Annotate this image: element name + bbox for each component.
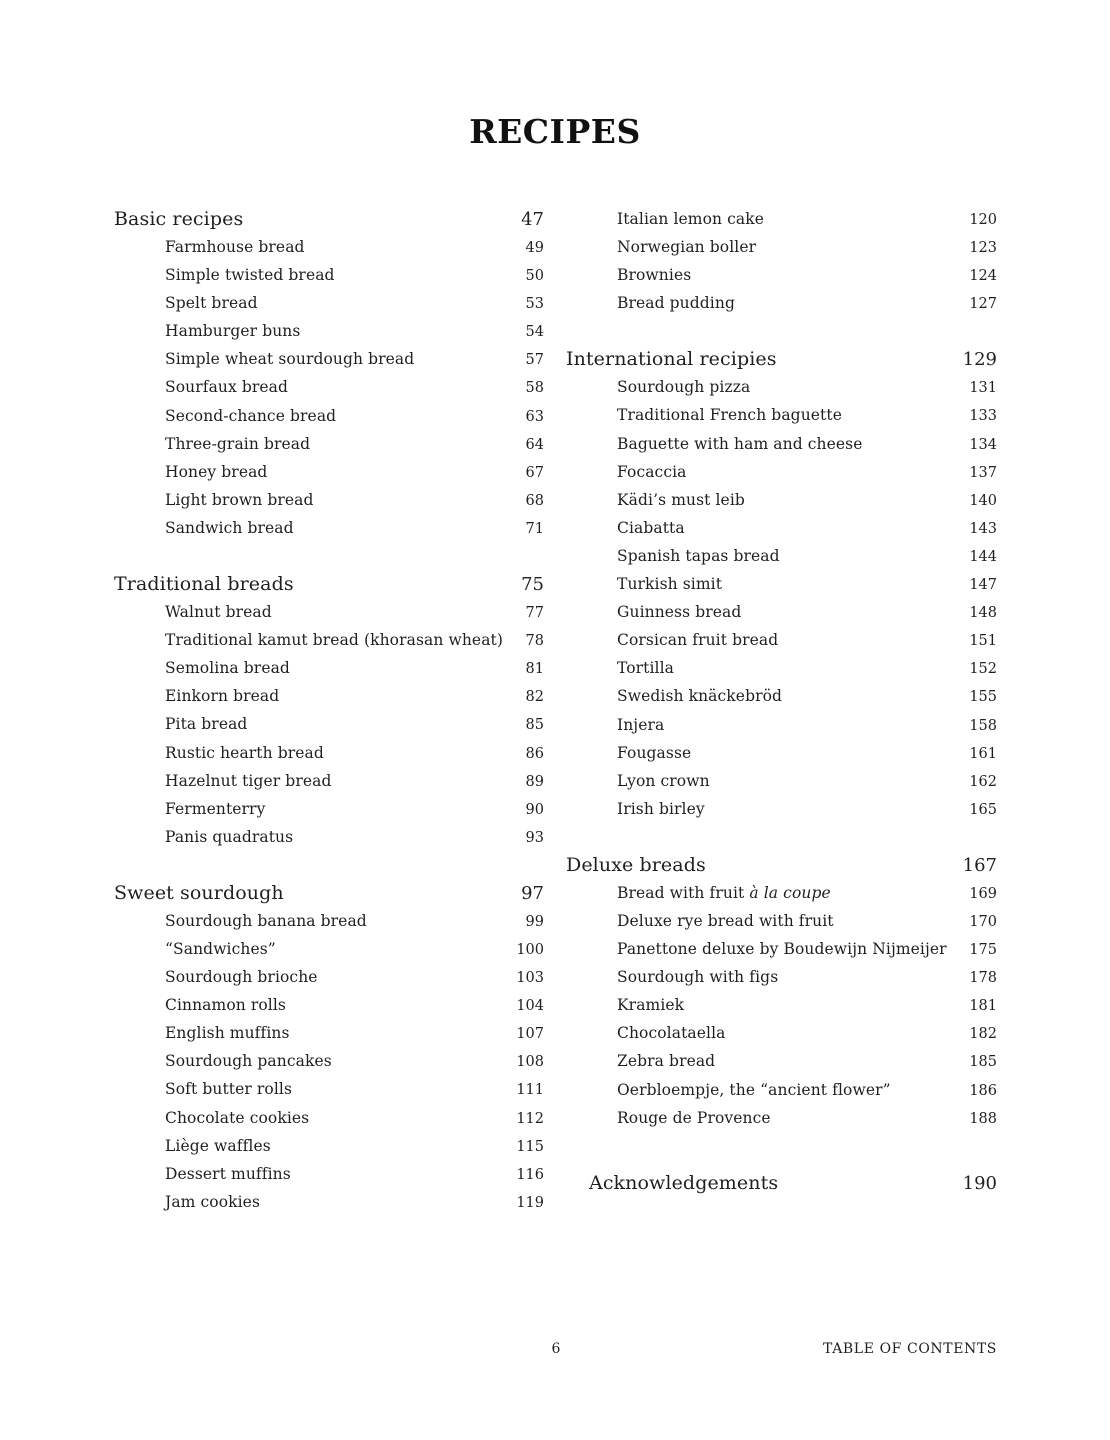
toc-entry-label: English muffins	[165, 1024, 290, 1043]
toc-entry-page: 67	[525, 464, 544, 481]
section-heading-label: Basic recipes	[114, 208, 244, 230]
toc-entry-label: Chocolataella	[617, 1024, 726, 1043]
toc-entry-page: 86	[525, 745, 544, 762]
toc-entry-label: Pita bread	[165, 715, 248, 734]
toc-entry-page: 137	[969, 464, 997, 481]
toc-entry-page: 71	[525, 520, 544, 537]
toc-left-column	[114, 205, 544, 1244]
toc-entry[interactable]	[114, 823, 544, 851]
toc-entry[interactable]	[566, 486, 997, 514]
toc-section	[114, 570, 544, 851]
toc-entry-label: Bread pudding	[617, 294, 735, 313]
toc-entry[interactable]	[114, 767, 544, 795]
toc-entry-label: Cinnamon rolls	[165, 996, 286, 1015]
toc-entry-page: 155	[969, 689, 997, 706]
toc-entry[interactable]	[114, 1188, 544, 1216]
toc-entry-page: 93	[525, 829, 544, 846]
toc-entry-label: Traditional French baguette	[617, 406, 842, 425]
toc-entry-page: 161	[969, 745, 997, 762]
toc-section-international	[566, 345, 997, 823]
toc-entry[interactable]	[566, 879, 997, 907]
toc-entry-label: Walnut bread	[165, 603, 272, 622]
toc-entry-label: Chocolate cookies	[165, 1108, 310, 1127]
toc-entry-label: Focaccia	[617, 462, 687, 481]
toc-entry-page: 77	[525, 605, 544, 622]
toc-entry[interactable]	[114, 1019, 544, 1047]
toc-entry-acknowledgements[interactable]	[566, 1172, 997, 1194]
toc-entry-page: 140	[969, 492, 997, 509]
section-heading-page: 97	[521, 882, 544, 904]
toc-entry-label: Honey bread	[165, 462, 268, 481]
toc-entry[interactable]	[114, 795, 544, 823]
toc-entry-page: 53	[525, 296, 544, 313]
toc-entry-page: 131	[969, 380, 997, 397]
toc-entry-page: 78	[525, 633, 544, 650]
toc-entry-page: 64	[525, 436, 544, 453]
toc-entry[interactable]	[566, 654, 997, 682]
toc-entry-page: 134	[969, 436, 997, 453]
toc-entry[interactable]	[114, 710, 544, 738]
page-title: RECIPES	[469, 112, 641, 151]
toc-entry[interactable]	[566, 1047, 997, 1075]
toc-entry-label: Italian lemon cake	[617, 210, 765, 228]
toc-entry-label: Rustic hearth bread	[165, 743, 324, 762]
toc-entry[interactable]	[114, 598, 544, 626]
toc-entry-page: 85	[525, 717, 544, 734]
toc-entry-label: Hazelnut tiger bread	[165, 771, 332, 790]
toc-entry-page: 182	[969, 1026, 997, 1043]
toc-entry[interactable]	[114, 402, 544, 430]
toc-section	[114, 879, 544, 1216]
toc-entry-label: Light brown bread	[165, 490, 314, 509]
toc-entry-page: 112	[516, 1110, 544, 1127]
toc-entry-page: 188	[969, 1110, 997, 1127]
toc-entry-page: 58	[525, 380, 544, 397]
toc-entry-page: 158	[969, 717, 997, 734]
toc-entry[interactable]	[566, 233, 997, 261]
toc-entry-page: 143	[969, 520, 997, 537]
toc-entry-page: 152	[969, 661, 997, 678]
toc-entry-page: 82	[525, 689, 544, 706]
toc-entry-page: 133	[969, 408, 997, 425]
toc-entry-page: 68	[525, 492, 544, 509]
toc-entry-label: Farmhouse bread	[165, 238, 305, 256]
toc-entry-label: Tortilla	[617, 659, 675, 678]
toc-entry[interactable]	[566, 205, 997, 233]
toc-entry-page: 90	[525, 801, 544, 818]
toc-entry-label: Zebra bread	[617, 1052, 716, 1071]
toc-entry-label: Dessert muffins	[165, 1164, 291, 1183]
toc-entry[interactable]	[114, 682, 544, 710]
section-heading-page: 167	[962, 854, 997, 876]
section-heading[interactable]	[114, 205, 544, 233]
toc-entry-label: Soft butter rolls	[165, 1080, 293, 1099]
toc-entry-page: 104	[516, 998, 544, 1015]
toc-entry[interactable]	[566, 289, 997, 317]
toc-entry[interactable]	[114, 991, 544, 1019]
toc-entry-label: Spanish tapas bread	[617, 546, 780, 565]
toc-entry[interactable]	[114, 907, 544, 935]
toc-entry-label-italic: à la coupe	[749, 883, 831, 902]
toc-entry[interactable]	[566, 739, 997, 767]
toc-entry-page: 63	[525, 408, 544, 425]
toc-entry-page: 123	[969, 240, 997, 257]
section-heading[interactable]	[114, 879, 544, 907]
toc-entry-label: Turkish simit	[617, 575, 723, 594]
toc-entry-label: “Sandwiches”	[165, 939, 276, 958]
toc-entry[interactable]	[114, 289, 544, 317]
toc-entry-label: Second-chance bread	[165, 406, 337, 425]
toc-entry[interactable]	[566, 401, 997, 429]
toc-right-column	[566, 205, 997, 1194]
toc-entry-label: Traditional kamut bread (khorasan wheat)	[165, 631, 504, 650]
toc-entry[interactable]	[114, 1160, 544, 1188]
toc-entry-page: 119	[516, 1194, 544, 1211]
toc-entry[interactable]	[114, 345, 544, 373]
toc-entry-page: 170	[969, 913, 997, 930]
toc-entry[interactable]	[566, 682, 997, 710]
toc-entry-label: Sourdough banana bread	[165, 911, 367, 930]
toc-entry-page: 116	[516, 1166, 544, 1183]
toc-entry[interactable]	[114, 963, 544, 991]
toc-entry-page: 175	[969, 942, 997, 959]
toc-entry-label: Lyon crown	[617, 771, 710, 790]
toc-entry[interactable]	[114, 317, 544, 345]
toc-entry-page: 186	[969, 1082, 997, 1099]
toc-entry-page: 54	[525, 324, 544, 341]
toc-entry[interactable]	[114, 935, 544, 963]
section-heading-label: Deluxe breads	[566, 853, 706, 876]
toc-entry[interactable]	[566, 570, 997, 598]
toc-entry-label: Spelt bread	[165, 294, 258, 313]
toc-entry-page: 148	[969, 605, 997, 622]
toc-entry-label: Deluxe rye bread with fruit	[617, 911, 834, 930]
section-heading[interactable]	[114, 570, 544, 598]
toc-entry-label: Simple twisted bread	[165, 266, 335, 285]
toc-entry[interactable]	[566, 907, 997, 935]
toc-entry[interactable]	[566, 935, 997, 963]
toc-entry[interactable]	[566, 373, 997, 401]
toc-entry-page: 115	[516, 1138, 544, 1155]
toc-entry-label: Simple wheat sourdough bread	[165, 350, 415, 369]
toc-entry[interactable]	[566, 1104, 997, 1132]
toc-entry-label: Jam cookies	[165, 1192, 261, 1211]
toc-entry-page: 57	[525, 352, 544, 369]
toc-entry[interactable]	[114, 514, 544, 542]
toc-entry[interactable]	[114, 430, 544, 458]
toc-entry[interactable]	[566, 711, 997, 739]
toc-entry[interactable]	[566, 991, 997, 1019]
toc-entry-label: Hamburger buns	[165, 322, 301, 341]
toc-entry-page: 185	[969, 1054, 997, 1071]
toc-entry-page: 103	[516, 970, 544, 987]
toc-entry-label: Fougasse	[617, 743, 692, 762]
toc-entry[interactable]	[114, 233, 544, 261]
section-heading[interactable]	[566, 345, 997, 373]
toc-entry[interactable]	[114, 261, 544, 289]
toc-entry-label: Swedish knäckebröd	[617, 687, 783, 706]
toc-entry-page: 178	[969, 970, 997, 987]
toc-entry[interactable]	[566, 514, 997, 542]
toc-entry-label: Ciabatta	[617, 518, 685, 537]
toc-entry-label: Kramiek	[617, 996, 685, 1015]
toc-entry-page: 107	[516, 1026, 544, 1043]
toc-entry[interactable]	[566, 767, 997, 795]
toc-entry-label: Three-grain bread	[165, 434, 311, 453]
toc-entry[interactable]	[566, 542, 997, 570]
toc-entry[interactable]	[114, 1104, 544, 1132]
acknowledgements-page: 190	[962, 1172, 997, 1194]
toc-entry-label: Baguette with ham and cheese	[617, 434, 863, 453]
toc-entry-page: 169	[969, 885, 997, 902]
section-heading-label: International recipies	[566, 348, 777, 371]
toc-entry-label: Fermenterry	[165, 799, 266, 818]
toc-entry-label: Brownies	[617, 266, 692, 285]
section-heading-page: 129	[962, 349, 997, 371]
toc-entry[interactable]	[566, 1076, 997, 1104]
section-heading-label: Sweet sourdough	[114, 881, 284, 904]
toc-section-deluxe	[566, 851, 997, 1132]
toc-entry-page: 127	[969, 296, 997, 313]
toc-entry-page: 111	[516, 1082, 544, 1099]
toc-entry-label: Sourdough pizza	[617, 378, 751, 397]
toc-entry-label: Semolina bread	[165, 659, 290, 678]
toc-entry-label: Sandwich bread	[165, 518, 294, 537]
section-heading-label: Traditional breads	[114, 573, 294, 596]
toc-entry[interactable]	[114, 1132, 544, 1160]
toc-entry[interactable]	[114, 1075, 544, 1103]
toc-entry-page: 50	[525, 268, 544, 285]
footer-page-number: 6	[551, 1341, 561, 1357]
toc-section-sweet-continued	[566, 205, 997, 317]
toc-entry-label: Sourdough with figs	[617, 968, 779, 987]
toc-entry[interactable]	[566, 261, 997, 289]
toc-entry[interactable]	[566, 598, 997, 626]
toc-entry-label: Kädi’s must leib	[617, 490, 745, 509]
toc-entry[interactable]	[566, 458, 997, 486]
toc-entry-page: 89	[525, 773, 544, 790]
toc-entry-label: Oerbloempje, the “ancient flower”	[617, 1080, 891, 1099]
toc-entry[interactable]	[114, 739, 544, 767]
toc-entry-label: Sourfaux bread	[165, 378, 289, 397]
toc-entry-page: 165	[969, 801, 997, 818]
toc-entry[interactable]	[566, 963, 997, 991]
toc-entry-page: 147	[969, 577, 997, 594]
toc-entry[interactable]	[566, 1019, 997, 1047]
toc-entry-page: 181	[969, 998, 997, 1015]
toc-section	[114, 205, 544, 542]
footer-section-name: TABLE OF CONTENTS	[823, 1341, 997, 1357]
toc-entry-label: Injera	[617, 715, 665, 734]
toc-entry-label: Irish birley	[617, 799, 705, 818]
toc-entry[interactable]	[114, 458, 544, 486]
section-heading[interactable]	[566, 851, 997, 879]
acknowledgements-label: Acknowledgements	[589, 1171, 779, 1194]
toc-entry-label: Sourdough pancakes	[165, 1052, 332, 1071]
toc-entry-page: 81	[525, 661, 544, 678]
toc-entry-label	[617, 879, 831, 907]
toc-entry-page: 120	[969, 212, 997, 228]
section-heading-page: 47	[521, 209, 544, 230]
toc-entry-label: Guinness bread	[617, 603, 742, 622]
toc-entry[interactable]	[114, 654, 544, 682]
toc-entry[interactable]	[114, 1047, 544, 1075]
toc-entry[interactable]	[566, 626, 997, 654]
toc-entry[interactable]	[114, 486, 544, 514]
toc-entry-label: Einkorn bread	[165, 687, 280, 706]
toc-entry-label: Rouge de Provence	[617, 1108, 771, 1127]
toc-entry-page: 162	[969, 773, 997, 790]
toc-entry-label: Panis quadratus	[165, 827, 294, 846]
toc-entry-label: Panettone deluxe by Boudewijn Nijmeijer	[617, 940, 947, 959]
toc-entry-page: 49	[525, 240, 544, 256]
toc-entry-page: 99	[525, 913, 544, 930]
toc-entry-page: 108	[516, 1054, 544, 1071]
toc-entry[interactable]	[114, 626, 544, 654]
toc-entry-label: Norwegian boller	[617, 238, 757, 257]
toc-entry-page: 144	[969, 548, 997, 565]
toc-entry-page: 100	[516, 941, 544, 958]
section-heading-page: 75	[521, 574, 544, 596]
toc-entry[interactable]	[566, 795, 997, 823]
toc-entry[interactable]	[114, 373, 544, 401]
toc-entry-label: Sourdough brioche	[165, 968, 318, 987]
toc-entry[interactable]	[566, 430, 997, 458]
toc-entry-label: Liège waffles	[165, 1136, 271, 1155]
toc-entry-label-plain: Bread with fruit	[617, 883, 750, 902]
toc-entry-label: Corsican fruit bread	[617, 631, 779, 650]
toc-entry-page: 124	[969, 268, 997, 285]
toc-entry-page: 151	[969, 633, 997, 650]
